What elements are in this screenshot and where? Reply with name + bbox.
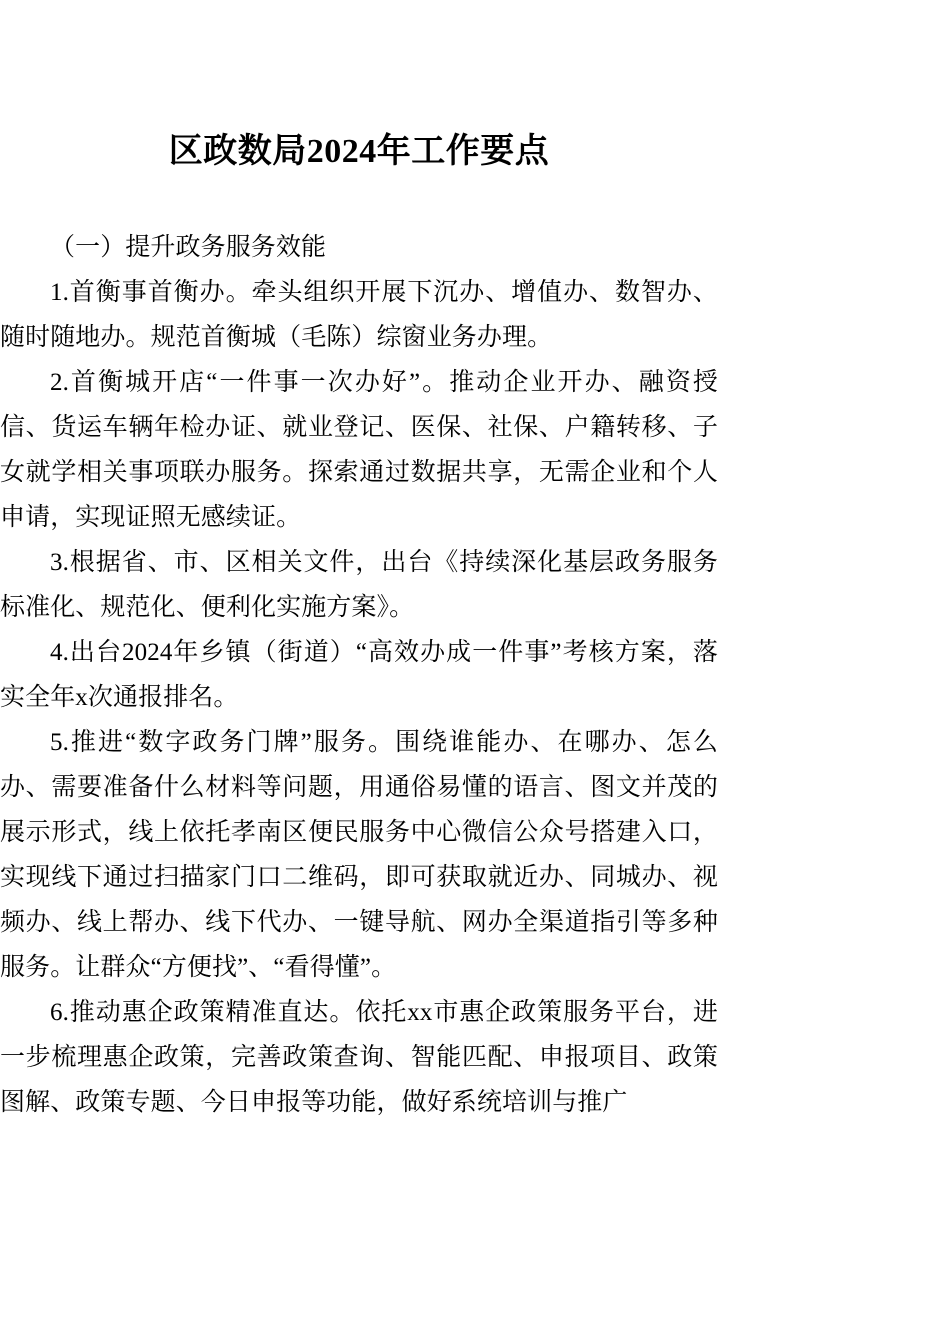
list-item: 2.首衡城开店“一件事一次办好”。推动企业开办、融资授信、货运车辆年检办证、就业登记、医保、社保、户籍转移、子女就学相关事项联办服务。探索通过数据共享，无需企业和个人申请，实现证照无感续证。 bbox=[0, 369, 718, 531]
list-item: 6.推动惠企政策精准直达。依托xx市惠企政策服务平台，进一步梳理惠企政策，完善政策查询、智能匹配、申报项目、政策图解、政策专题、今日申报等功能，做好系统培训与推广 bbox=[0, 999, 718, 1116]
document-content bbox=[0, 225, 718, 1125]
list-item: 4.出台2024年乡镇（街道）“高效办成一件事”考核方案，落实全年x次通报排名。 bbox=[0, 639, 718, 711]
list-item: 3.根据省、市、区相关文件，出台《持续深化基层政务服务标准化、规范化、便利化实施方案》。 bbox=[0, 549, 718, 621]
list-item: 1.首衡事首衡办。牵头组织开展下沉办、增值办、数智办、随时随地办。规范首衡城（毛陈）综窗业务办理。 bbox=[0, 279, 718, 351]
section-heading-1: （一）提升政务服务效能 bbox=[50, 234, 327, 261]
document-title: 区政数局2024年工作要点 bbox=[168, 133, 550, 170]
list-item: 5.推进“数字政务门牌”服务。围绕谁能办、在哪办、怎么办、需要准备什么材料等问题，用通俗易懂的语言、图文并茂的展示形式，线上依托孝南区便民服务中心微信公众号搭建入口，实现线下通过扫描家门口二维码，即可获取就近办、同城办、视频办、线上帮办、线下代办、一键导航、网办全渠道指引等多种服务。让群众“方便找”、“看得懂”。 bbox=[0, 729, 718, 981]
